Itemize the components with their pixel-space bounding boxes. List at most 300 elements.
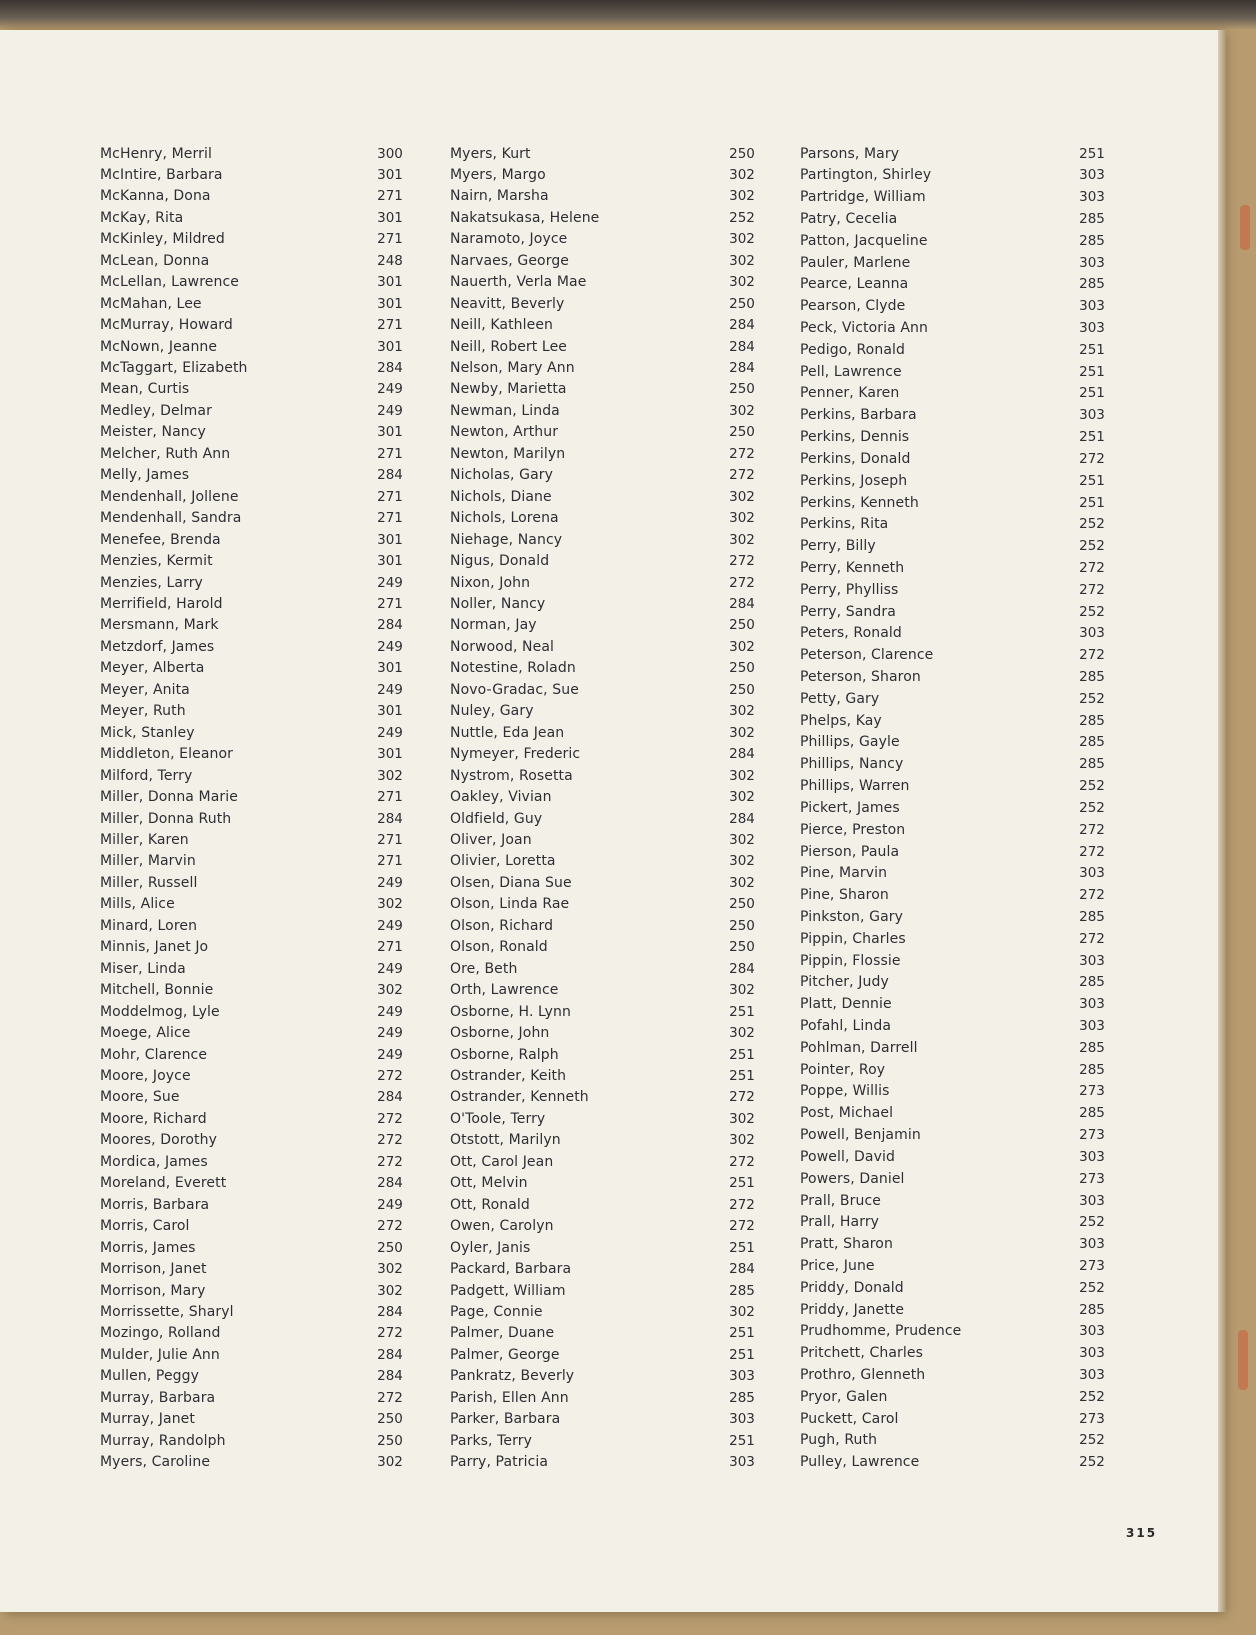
entry-name: Nixon, John [450, 574, 531, 591]
index-entry [100, 1237, 410, 1258]
index-entry [800, 732, 1112, 753]
entry-page-number: 250 [729, 381, 755, 398]
entry-name: Niehage, Nancy [450, 531, 563, 548]
entry-page-number: 302 [377, 1282, 403, 1299]
entry-page-number: 251 [729, 1239, 755, 1256]
index-entry [450, 744, 762, 765]
entry-page-number: 302 [729, 510, 755, 527]
entry-name: Olivier, Loretta [450, 853, 556, 870]
index-entry [450, 250, 762, 271]
index-column-2 [450, 143, 762, 1473]
entry-name: Prall, Bruce [800, 1192, 881, 1209]
entry-name: Mitchell, Bonnie [100, 982, 214, 999]
entry-page-number: 284 [729, 596, 755, 613]
index-entry [100, 787, 410, 808]
entry-page-number: 251 [1079, 341, 1105, 358]
entry-name: Pinkston, Gary [800, 908, 903, 925]
index-entry [100, 551, 410, 572]
entry-name: Naramoto, Joyce [450, 231, 568, 248]
index-entry [800, 972, 1112, 993]
entry-name: Penner, Karen [800, 385, 900, 402]
index-entry [450, 830, 762, 851]
entry-name: Miser, Linda [100, 960, 186, 977]
entry-page-number: 252 [1079, 1432, 1105, 1449]
index-entry [100, 379, 410, 400]
entry-page-number: 284 [377, 1346, 403, 1363]
index-entry [450, 808, 762, 829]
entry-name: Miller, Karen [100, 832, 189, 848]
index-entry [450, 508, 762, 529]
entry-name: Puckett, Carol [800, 1410, 899, 1427]
entry-name: Pierson, Paula [800, 843, 900, 860]
index-entry [800, 361, 1112, 382]
entry-page-number: 273 [1079, 1170, 1105, 1187]
entry-page-number: 303 [1079, 1345, 1105, 1362]
entry-name: Mohr, Clarence [100, 1046, 208, 1063]
entry-page-number: 251 [1079, 363, 1105, 380]
index-entry [800, 1255, 1112, 1276]
entry-name: McKanna, Dona [100, 188, 211, 205]
entry-name: Ore, Beth [450, 960, 518, 977]
entry-page-number: 271 [377, 488, 403, 505]
entry-page-number: 272 [1079, 647, 1105, 664]
entry-page-number: 301 [377, 166, 403, 183]
index-entry [800, 1408, 1112, 1429]
index-entry [450, 207, 762, 228]
entry-name: Morris, James [100, 1239, 196, 1256]
index-entry [100, 1409, 410, 1430]
index-entry [800, 187, 1112, 208]
entry-name: Priddy, Donald [800, 1279, 904, 1296]
entry-name: Parry, Patricia [450, 1454, 549, 1471]
entry-page-number: 302 [377, 896, 403, 913]
entry-name: Noller, Nancy [450, 596, 546, 613]
entry-name: Miller, Russell [100, 874, 198, 891]
index-entry [100, 1044, 410, 1065]
index-entry [800, 536, 1112, 557]
index-entry [800, 1037, 1112, 1058]
entry-name: Mersmann, Mark [100, 617, 219, 634]
entry-name: Perry, Sandra [800, 603, 896, 620]
entry-page-number: 272 [377, 1389, 403, 1406]
entry-name: McKay, Rita [100, 209, 184, 226]
entry-page-number: 249 [377, 874, 403, 891]
entry-name: Padgett, William [450, 1282, 566, 1299]
index-entry [100, 1087, 410, 1108]
entry-name: Morris, Barbara [100, 1196, 210, 1213]
entry-page-number: 271 [377, 231, 403, 248]
index-entry [100, 572, 410, 593]
entry-name: Nuley, Gary [450, 703, 534, 720]
entry-page-number: 273 [1079, 1127, 1105, 1144]
entry-name: Palmer, George [450, 1346, 560, 1363]
index-entry [450, 615, 762, 636]
index-entry [100, 808, 410, 829]
entry-page-number: 302 [729, 853, 755, 870]
entry-name: Mullen, Peggy [100, 1368, 200, 1385]
entry-name: Norwood, Neal [450, 638, 555, 655]
entry-name: Norman, Jay [450, 617, 537, 634]
index-entry [100, 465, 410, 486]
entry-name: Phelps, Kay [800, 712, 882, 729]
entry-name: McLellan, Lawrence [100, 274, 239, 291]
index-entry [100, 272, 410, 293]
entry-page-number: 303 [729, 1454, 755, 1471]
entry-name: Moore, Richard [100, 1110, 207, 1127]
entry-page-number: 302 [729, 488, 755, 505]
index-entry [450, 765, 762, 786]
entry-name: Palmer, Duane [450, 1325, 555, 1342]
index-entry [100, 250, 410, 271]
entry-page-number: 284 [377, 1089, 403, 1106]
entry-name: Ostrander, Kenneth [450, 1089, 589, 1106]
entry-page-number: 250 [729, 617, 755, 634]
entry-page-number: 302 [377, 1261, 403, 1278]
entry-name: McHenry, Merril [100, 145, 212, 162]
index-entry [800, 383, 1112, 404]
entry-page-number: 250 [729, 896, 755, 913]
entry-name: Mills, Alice [100, 896, 175, 913]
entry-page-number: 271 [377, 510, 403, 527]
entry-page-number: 271 [377, 317, 403, 334]
index-entry [450, 658, 762, 679]
entry-page-number: 301 [377, 209, 403, 226]
index-entry [450, 1216, 762, 1237]
index-entry [800, 688, 1112, 709]
entry-name: Moreland, Everett [100, 1175, 227, 1192]
index-entry [800, 1343, 1112, 1364]
index-entry [800, 296, 1112, 317]
entry-page-number: 251 [1079, 385, 1105, 402]
index-entry [100, 443, 410, 464]
entry-name: Myers, Margo [450, 166, 546, 183]
entry-page-number: 252 [1079, 538, 1105, 555]
entry-page-number: 302 [729, 1132, 755, 1149]
entry-name: Perry, Billy [800, 538, 876, 555]
index-entry [450, 229, 762, 250]
index-entry [450, 379, 762, 400]
index-entry [100, 358, 410, 379]
entry-page-number: 302 [377, 982, 403, 999]
entry-page-number: 303 [1079, 1236, 1105, 1253]
entry-name: Ott, Melvin [450, 1175, 528, 1192]
entry-name: Powell, Benjamin [800, 1127, 921, 1144]
index-entry [800, 885, 1112, 906]
entry-page-number: 301 [377, 746, 403, 763]
entry-page-number: 303 [1079, 1018, 1105, 1034]
index-entry [100, 594, 410, 615]
entry-name: Osborne, John [450, 1025, 550, 1042]
index-entry [450, 358, 762, 379]
entry-name: Platt, Dennie [800, 996, 892, 1013]
index-entry [800, 1365, 1112, 1386]
index-entry [100, 915, 410, 936]
entry-page-number: 303 [1079, 952, 1105, 969]
entry-name: Packard, Barbara [450, 1261, 572, 1278]
index-entry [800, 339, 1112, 360]
index-entry [100, 508, 410, 529]
entry-page-number: 284 [729, 360, 755, 377]
entry-name: McMurray, Howard [100, 317, 233, 334]
index-entry [100, 1216, 410, 1237]
entry-page-number: 249 [377, 638, 403, 655]
entry-page-number: 302 [729, 982, 755, 999]
index-entry [100, 980, 410, 1001]
entry-name: Meyer, Alberta [100, 660, 205, 677]
index-entry [800, 1059, 1112, 1080]
index-entry [800, 448, 1112, 469]
entry-name: Ott, Carol Jean [450, 1153, 554, 1170]
index-entry [450, 636, 762, 657]
entry-page-number: 272 [729, 467, 755, 484]
entry-page-number: 301 [377, 338, 403, 355]
index-entry [800, 427, 1112, 448]
entry-name: Owen, Carolyn [450, 1218, 554, 1235]
index-entry [100, 744, 410, 765]
index-entry [100, 1430, 410, 1451]
entry-page-number: 272 [377, 1325, 403, 1342]
entry-page-number: 302 [729, 252, 755, 269]
entry-name: Nauerth, Verla Mae [450, 274, 587, 291]
entry-name: Pritchett, Charles [800, 1345, 923, 1362]
entry-page-number: 302 [729, 724, 755, 741]
entry-name: Moores, Dorothy [100, 1132, 217, 1149]
entry-page-number: 249 [377, 574, 403, 591]
entry-name: Novo-Gradac, Sue [450, 681, 579, 698]
index-entry [100, 765, 410, 786]
entry-name: Mulder, Julie Ann [100, 1346, 220, 1363]
index-entry [800, 1452, 1112, 1473]
entry-page-number: 303 [729, 1368, 755, 1385]
entry-page-number: 284 [729, 810, 755, 827]
entry-name: Moore, Joyce [100, 1067, 191, 1084]
entry-page-number: 284 [377, 1368, 403, 1385]
entry-page-number: 303 [1079, 298, 1105, 315]
index-entry [800, 994, 1112, 1015]
entry-page-number: 249 [377, 1196, 403, 1213]
entry-name: Merrifield, Harold [100, 596, 223, 613]
entry-name: Nicholas, Gary [450, 467, 554, 484]
entry-page-number: 249 [377, 1003, 403, 1020]
entry-page-number: 272 [729, 574, 755, 591]
entry-name: Petty, Gary [800, 690, 880, 707]
entry-page-number: 272 [377, 1153, 403, 1170]
entry-name: McMahan, Lee [100, 295, 202, 312]
index-entry [800, 470, 1112, 491]
index-entry [100, 1366, 410, 1387]
index-entry [450, 400, 762, 421]
entry-page-number: 271 [377, 445, 403, 462]
index-entry [100, 830, 410, 851]
entry-page-number: 303 [1079, 254, 1105, 271]
entry-page-number: 302 [729, 789, 755, 806]
entry-name: Mendenhall, Sandra [100, 510, 242, 527]
index-entry [100, 1344, 410, 1365]
entry-page-number: 302 [729, 638, 755, 655]
entry-name: Menzies, Kermit [100, 553, 213, 570]
entry-page-number: 272 [729, 1089, 755, 1106]
entry-name: McTaggart, Elizabeth [100, 360, 248, 377]
index-entry [450, 1366, 762, 1387]
entry-name: Partington, Shirley [800, 167, 932, 184]
index-entry [450, 1344, 762, 1365]
entry-page-number: 301 [377, 295, 403, 312]
entry-page-number: 272 [377, 1218, 403, 1235]
index-entry [450, 1280, 762, 1301]
entry-name: Murray, Barbara [100, 1389, 216, 1406]
index-entry [450, 272, 762, 293]
entry-name: Perkins, Dennis [800, 429, 910, 446]
entry-name: McLean, Donna [100, 252, 210, 269]
entry-page-number: 285 [1079, 1061, 1105, 1078]
index-entry [450, 915, 762, 936]
index-entry [450, 486, 762, 507]
index-entry [450, 1173, 762, 1194]
entry-page-number: 273 [1079, 1257, 1105, 1274]
entry-page-number: 272 [729, 445, 755, 462]
index-entry [100, 1065, 410, 1086]
entry-page-number: 251 [1079, 429, 1105, 446]
entry-page-number: 303 [729, 1411, 755, 1428]
entry-name: Nichols, Diane [450, 488, 552, 505]
index-entry [800, 797, 1112, 818]
index-entry [450, 1044, 762, 1065]
entry-name: Pankratz, Beverly [450, 1368, 575, 1385]
entry-page-number: 302 [377, 1454, 403, 1471]
entry-name: Olson, Ronald [450, 939, 548, 956]
entry-name: Prothro, Glenneth [800, 1367, 926, 1383]
index-entry [100, 143, 410, 164]
entry-page-number: 303 [1079, 1148, 1105, 1165]
entry-name: Patton, Jacqueline [800, 232, 928, 249]
index-entry [100, 400, 410, 421]
index-entry [800, 579, 1112, 600]
entry-name: Nymeyer, Frederic [450, 746, 581, 763]
index-column-1 [100, 143, 410, 1473]
entry-page-number: 249 [377, 960, 403, 977]
entry-name: Menefee, Brenda [100, 531, 221, 548]
index-entry [100, 1323, 410, 1344]
entry-page-number: 271 [377, 939, 403, 956]
index-column-3 [800, 143, 1112, 1473]
entry-page-number: 249 [377, 681, 403, 698]
entry-name: Middleton, Eleanor [100, 746, 233, 763]
entry-page-number: 250 [729, 424, 755, 441]
entry-page-number: 303 [1079, 996, 1105, 1013]
index-entry [450, 594, 762, 615]
index-entry [450, 1151, 762, 1172]
entry-page-number: 251 [1079, 494, 1105, 511]
entry-page-number: 250 [729, 917, 755, 934]
entry-name: Priddy, Janette [800, 1301, 905, 1318]
entry-page-number: 285 [1079, 276, 1105, 293]
index-entry [450, 1430, 762, 1451]
entry-name: Phillips, Warren [800, 778, 910, 795]
index-entry [800, 165, 1112, 186]
entry-name: Meyer, Anita [100, 681, 190, 698]
entry-name: Myers, Caroline [100, 1454, 211, 1471]
entry-name: McIntire, Barbara [100, 166, 223, 183]
entry-name: Pitcher, Judy [800, 974, 889, 991]
index-entry [100, 1108, 410, 1129]
entry-name: Meyer, Ruth [100, 703, 186, 720]
index-entry [450, 529, 762, 550]
entry-name: Patry, Cecelia [800, 210, 898, 227]
index-entry [450, 422, 762, 443]
entry-page-number: 285 [1079, 669, 1105, 685]
index-entry [800, 1386, 1112, 1407]
index-entry [450, 1409, 762, 1430]
entry-page-number: 284 [377, 617, 403, 634]
entry-name: Pine, Sharon [800, 887, 889, 904]
entry-page-number: 249 [377, 402, 403, 419]
entry-page-number: 302 [729, 188, 755, 205]
entry-name: Morris, Carol [100, 1218, 190, 1235]
index-entry [800, 710, 1112, 731]
index-entry [800, 1168, 1112, 1189]
entry-name: Melly, James [100, 467, 190, 484]
index-entry [800, 950, 1112, 971]
index-entry [450, 1023, 762, 1044]
entry-page-number: 302 [729, 166, 755, 183]
entry-page-number: 249 [377, 1025, 403, 1042]
entry-page-number: 302 [729, 402, 755, 419]
index-entry [450, 336, 762, 357]
entry-page-number: 302 [729, 1025, 755, 1042]
index-entry [450, 1259, 762, 1280]
index-entry [800, 208, 1112, 229]
entry-name: Osborne, H. Lynn [450, 1003, 571, 1020]
entry-page-number: 272 [1079, 821, 1105, 838]
entry-page-number: 251 [729, 1346, 755, 1363]
entry-name: Powers, Daniel [800, 1170, 905, 1187]
entry-name: Pearce, Leanna [800, 276, 909, 293]
page-number: 315 [1126, 1526, 1158, 1540]
entry-page-number: 272 [729, 1218, 755, 1235]
entry-page-number: 272 [1079, 843, 1105, 860]
entry-name: Nigus, Donald [450, 553, 550, 570]
index-entry [450, 465, 762, 486]
entry-name: Pauler, Marlene [800, 254, 911, 271]
entry-name: Phillips, Nancy [800, 756, 904, 773]
entry-page-number: 272 [377, 1132, 403, 1149]
entry-page-number: 249 [377, 1046, 403, 1063]
entry-page-number: 251 [729, 1067, 755, 1084]
entry-name: Peterson, Sharon [800, 669, 921, 685]
entry-page-number: 302 [729, 1303, 755, 1320]
entry-page-number: 284 [729, 746, 755, 763]
entry-page-number: 252 [1079, 799, 1105, 816]
index-entry [100, 1151, 410, 1172]
index-entry [450, 1323, 762, 1344]
entry-page-number: 303 [1079, 865, 1105, 882]
index-entry [800, 601, 1112, 622]
entry-name: Pulley, Lawrence [800, 1454, 920, 1471]
entry-page-number: 302 [377, 767, 403, 784]
entry-page-number: 250 [729, 295, 755, 312]
index-entry [800, 841, 1112, 862]
entry-page-number: 285 [1079, 734, 1105, 751]
entry-page-number: 272 [1079, 450, 1105, 467]
index-entry [100, 229, 410, 250]
entry-page-number: 272 [1079, 559, 1105, 576]
entry-page-number: 271 [377, 853, 403, 870]
entry-page-number: 284 [377, 1175, 403, 1192]
entry-name: Pierce, Preston [800, 821, 906, 838]
entry-page-number: 249 [377, 917, 403, 934]
index-entry [450, 1130, 762, 1151]
entry-page-number: 252 [1079, 603, 1105, 620]
